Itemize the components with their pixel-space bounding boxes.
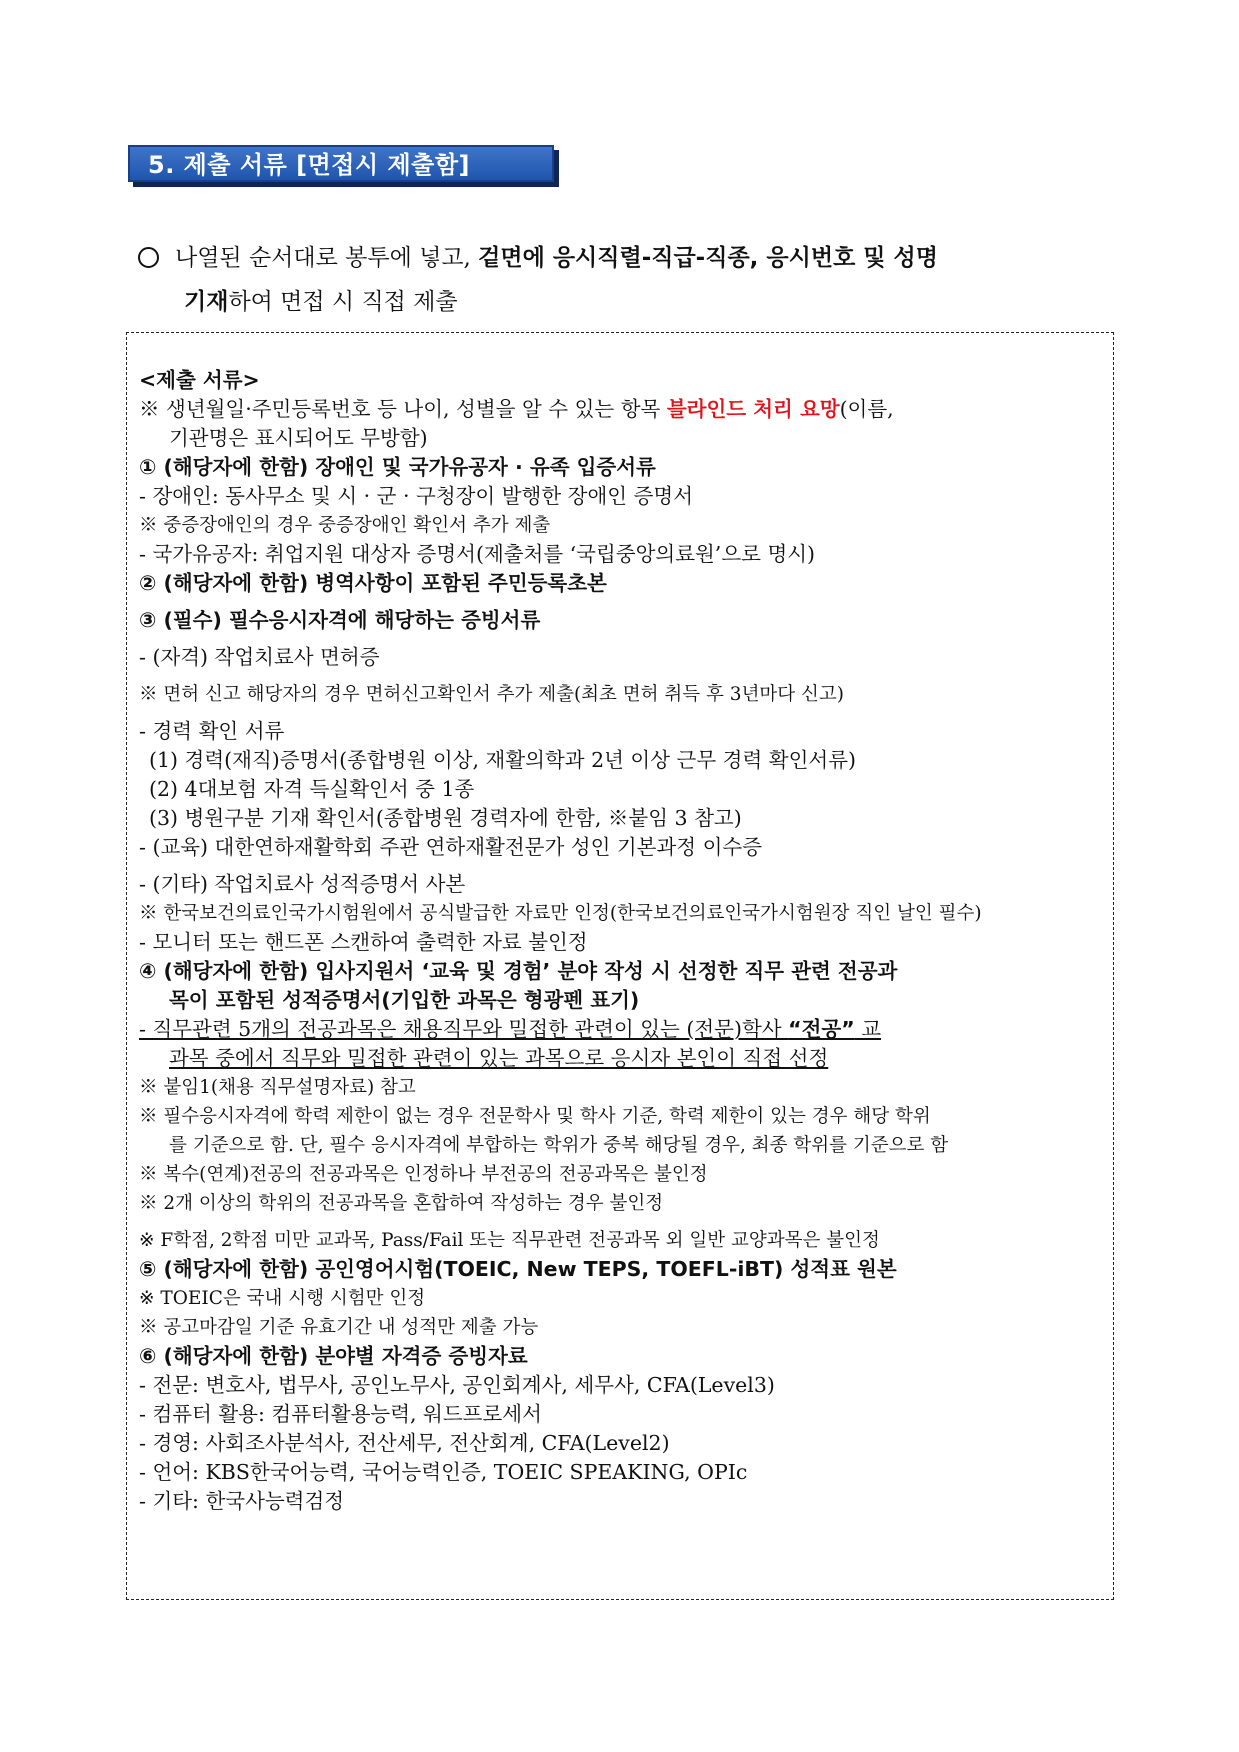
intro-lead: 나열된 순서대로 봉투에 넣고, bbox=[175, 245, 479, 271]
section-4-line-1 bbox=[139, 1015, 1109, 1044]
intro-line2-rest: 하여 면접 시 직접 제출 bbox=[228, 289, 458, 315]
section-2-title: ② (해당자에 한함) 병역사항이 포함된 주민등록초본 bbox=[139, 571, 607, 595]
intro-line2-bold: 기재 bbox=[184, 289, 229, 315]
section-3-note-2: ※ 한국보건의료인국가시험원에서 공식발급한 자료만 인정(한국보건의료인국가시험원장 직인 날인 필수) bbox=[139, 903, 982, 924]
section-3-line-2: - 경력 확인 서류 bbox=[139, 719, 285, 743]
section-4-title-line-2: 목이 포함된 성적증명서(기입한 과목은 형광펜 표기) bbox=[169, 988, 640, 1012]
section-4-line-1-post: 교 bbox=[854, 1017, 881, 1041]
documents-content bbox=[139, 366, 1109, 1516]
blind-note-post: (이름, bbox=[839, 397, 894, 421]
section-3-note-1: ※ 면허 신고 해당자의 경우 면허신고확인서 추가 제출(최초 면허 취득 후 3년마다 신고) bbox=[139, 684, 845, 705]
section-6-title: ⑥ (해당자에 한함) 분야별 자격증 증빙자료 bbox=[139, 1344, 528, 1368]
section-3-line-1: - (자격) 작업치료사 면허증 bbox=[139, 645, 380, 669]
intro-paragraph bbox=[138, 236, 1118, 324]
section-3-line-4: - (기타) 작업치료사 성적증명서 사본 bbox=[139, 872, 466, 896]
section-3-line-5: - 모니터 또는 핸드폰 스캔하여 출력한 자료 불인정 bbox=[139, 930, 588, 954]
section-6-line-3: - 경영: 사회조사분석사, 전산세무, 전산회계, CFA(Level2) bbox=[139, 1431, 670, 1455]
blind-note bbox=[139, 395, 1109, 424]
section-3-line-3: - (교육) 대한연하재활학회 주관 연하재활전문가 성인 기본과정 이수증 bbox=[139, 835, 763, 859]
section-5-note-2: ※ 공고마감일 기준 유효기간 내 성적만 제출 가능 bbox=[139, 1317, 539, 1338]
section-5-note-1: ※ TOEIC은 국내 시행 시험만 인정 bbox=[139, 1288, 426, 1309]
section-4-note-1: ※ 붙임1(채용 직무설명자료) 참고 bbox=[139, 1077, 416, 1098]
section-4-line-1-cont: 과목 중에서 직무와 밀접한 관련이 있는 과목으로 응시자 본인이 직접 선정 bbox=[169, 1046, 829, 1070]
section-4-line-1-pre: - 직무관련 5개의 전공과목은 채용직무와 밀접한 관련이 있는 (전문)학사 bbox=[139, 1017, 789, 1041]
section-3-career-1: (1) 경력(재직)증명서(종합병원 이상, 재활의학과 2년 이상 근무 경력 확인서류) bbox=[149, 748, 857, 772]
documents-title: <제출 서류> bbox=[139, 368, 260, 392]
section-1-title: ① (해당자에 한함) 장애인 및 국가유공자 · 유족 입증서류 bbox=[139, 455, 656, 479]
intro-line-2 bbox=[138, 280, 1118, 324]
section-3-title: ③ (필수) 필수응시자격에 해당하는 증빙서류 bbox=[139, 608, 541, 632]
circle-bullet-icon bbox=[138, 247, 159, 268]
section-4-note-4: ※ 2개 이상의 학위의 전공과목을 혼합하여 작성하는 경우 불인정 bbox=[139, 1193, 664, 1214]
blind-note-red: 블라인드 처리 요망 bbox=[666, 397, 840, 421]
blind-note-pre: ※ 생년월일·주민등록번호 등 나이, 성별을 알 수 있는 항목 bbox=[139, 397, 667, 421]
section-3-career-3: (3) 병원구분 기재 확인서(종합병원 경력자에 한함, ※붙임 3 참고) bbox=[149, 806, 742, 830]
section-4-note-5: ※ F학점, 2학점 미만 교과목, Pass/Fail 또는 직무관련 전공과목 외 일반 교양과목은 불인정 bbox=[139, 1230, 880, 1251]
intro-bold: 겉면에 응시직렬-직급-직종, 응시번호 및 성명 bbox=[478, 245, 938, 271]
section-6-line-5: - 기타: 한국사능력검정 bbox=[139, 1489, 345, 1513]
section-6-line-2: - 컴퓨터 활용: 컴퓨터활용능력, 워드프로세서 bbox=[139, 1402, 542, 1426]
section-4-line-1-bold: “전공” bbox=[788, 1017, 855, 1041]
section-heading: 5. 제출 서류 [면접시 제출함] bbox=[128, 145, 554, 182]
section-1-line-2: - 국가유공자: 취업지원 대상자 증명서(제출처를 ‘국립중앙의료원’으로 명시) bbox=[139, 542, 816, 566]
intro-line-1 bbox=[138, 236, 1118, 280]
section-6-line-4: - 언어: KBS한국어능력, 국어능력인증, TOEIC SPEAKING, OPIc bbox=[139, 1460, 748, 1484]
section-3-career-2: (2) 4대보험 자격 득실확인서 중 1종 bbox=[149, 777, 475, 801]
section-1-note-1: ※ 중증장애인의 경우 중증장애인 확인서 추가 제출 bbox=[139, 515, 551, 536]
section-1-line-1: - 장애인: 동사무소 및 시 · 군 · 구청장이 발행한 장애인 증명서 bbox=[139, 484, 694, 508]
section-4-note-3: ※ 복수(연계)전공의 전공과목은 인정하나 부전공의 전공과목은 불인정 bbox=[139, 1164, 708, 1185]
section-4-note-2b: 를 기준으로 함. 단, 필수 응시자격에 부합하는 학위가 중복 해당될 경우, 최종 학위를 기준으로 함 bbox=[169, 1135, 949, 1156]
section-5-title: ⑤ (해당자에 한함) 공인영어시험(TOEIC, New TEPS, TOEFL-iBT) 성적표 원본 bbox=[139, 1257, 897, 1281]
blind-note-line2: 기관명은 표시되어도 무방함) bbox=[169, 426, 428, 450]
section-4-note-2a: ※ 필수응시자격에 학력 제한이 없는 경우 전문학사 및 학사 기준, 학력 제한이 있는 경우 해당 학위 bbox=[139, 1106, 931, 1127]
section-4-title-line-1: ④ (해당자에 한함) 입사지원서 ‘교육 및 경험’ 분야 작성 시 선정한 직무 관련 전공과 bbox=[139, 959, 898, 983]
section-6-line-1: - 전문: 변호사, 법무사, 공인노무사, 공인회계사, 세무사, CFA(Level3) bbox=[139, 1373, 775, 1397]
